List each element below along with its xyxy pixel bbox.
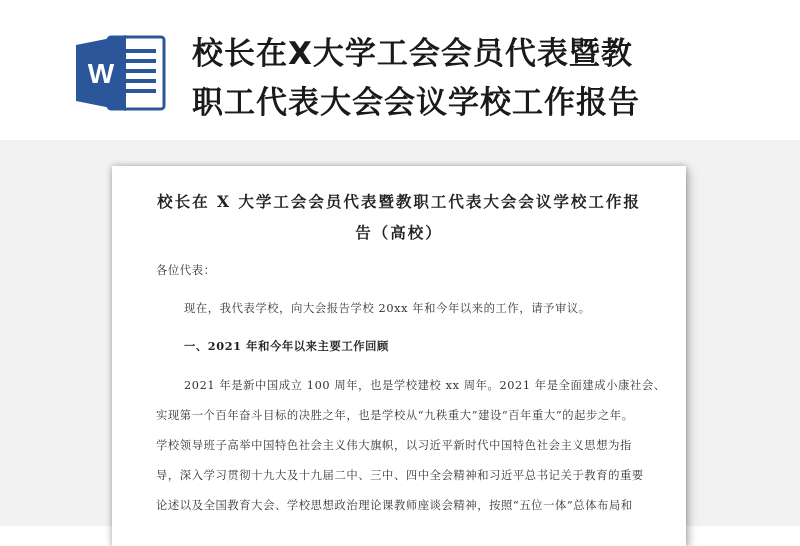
body-line: 导，深入学习贯彻十九大及十九届二中、三中、四中全会精神和习近平总书记关于教育的重要: [156, 469, 644, 482]
document-title-line1: 校长在 X 大学工会会员代表暨教职工代表大会会议学校工作报: [157, 192, 641, 211]
body-line: 学校领导班子高举中国特色社会主义伟大旗帜，以习近平新时代中国特色社会主义思想为指: [156, 439, 632, 452]
salutation: 各位代表：: [156, 264, 216, 277]
banner-title-line2: 职工代表大会会议学校工作报告: [192, 85, 640, 121]
banner-title-line1: 校长在X大学工会会员代表暨教: [192, 36, 633, 72]
document-page: [112, 166, 686, 546]
logo-letter: W: [87, 58, 115, 89]
body-line: 2021 年是新中国成立 100 周年，也是学校建校 xx 周年。2021 年是全面建成小康社会、: [184, 379, 666, 392]
body-line: 论述以及全国教育大会、学校思想政治理论课教师座谈会精神，按照“五位一体”总体布局和: [156, 499, 633, 512]
body-line: 实现第一个百年奋斗目标的决胜之年，也是学校从“九秩重大”建设“百年重大”的起步之年。: [156, 409, 634, 422]
section-heading: 一、2021 年和今年以来主要工作回顾: [184, 339, 389, 353]
intro-paragraph: 现在，我代表学校，向大会报告学校 20xx 年和今年以来的工作，请予审议。: [184, 302, 591, 315]
word-document-icon: [74, 33, 168, 113]
header-banner: [0, 0, 800, 140]
document-title-line2: 告（高校）: [355, 223, 443, 242]
